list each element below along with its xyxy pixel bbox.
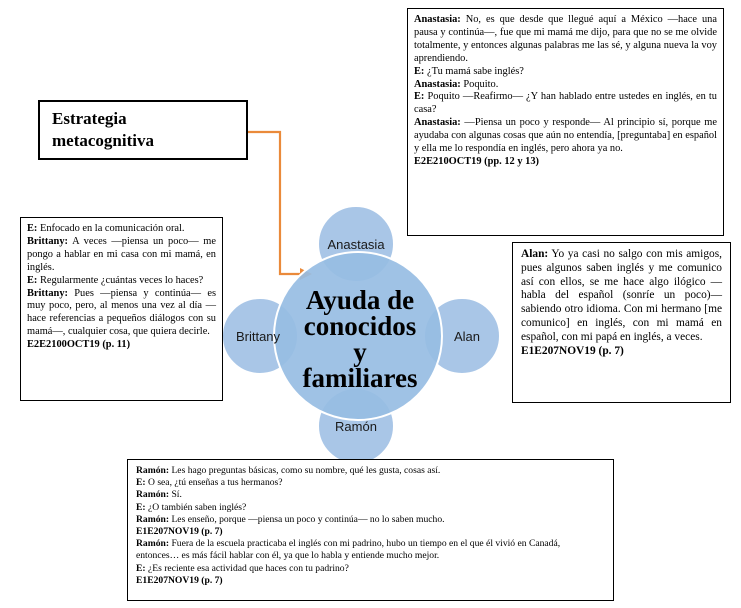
speaker: Ramón: xyxy=(136,465,170,476)
speaker: Ramón: xyxy=(136,513,170,525)
quote-line xyxy=(136,563,605,575)
quote-line xyxy=(27,275,216,288)
center-label-line3: y xyxy=(353,337,367,367)
quote-line xyxy=(27,236,216,275)
speaker: Ramón: xyxy=(136,538,170,550)
utterance: Poquito. xyxy=(460,78,499,90)
reference-code: E1E207NOV19 (p. 7) xyxy=(521,344,624,357)
speaker: Alan: xyxy=(521,248,549,260)
speaker: Ramón: xyxy=(136,489,170,501)
utterance: Regularmente ¿cuántas veces lo haces? xyxy=(37,274,204,286)
utterance: —Piensa un poco y responde— Al principio sí, porque me ayudaba con algunas cosas que aún no entendía, [preguntaba] en español y ella me lo respondía en inglés, pero ahora ya no. xyxy=(414,117,717,155)
quote-line xyxy=(136,514,605,526)
strategy-line1: Estrategia xyxy=(52,109,127,128)
ramon-quote-box xyxy=(127,459,614,601)
anastasia-quote-box xyxy=(407,8,724,236)
speaker: Brittany: xyxy=(27,235,68,247)
quote-line xyxy=(521,248,722,345)
utterance: Les hago preguntas básicas, como su nombre, qué les gusta, cosas así. xyxy=(169,465,441,476)
utterance: ¿Tu mamá sabe inglés? xyxy=(424,65,524,77)
quote-line xyxy=(414,117,717,156)
node-label-right: Alan xyxy=(453,329,481,344)
quote-line xyxy=(414,91,717,117)
utterance: Pues —piensa y continúa— es muy poco, pero, al menos una vez al día —hace referencias a pequeños diálogos con su mamá—, cualquier cosa, que quiera decirle. xyxy=(27,287,216,338)
speaker: E: xyxy=(414,65,425,77)
center-label-line2: conocidos xyxy=(303,311,417,341)
strategy-line2: metacognitiva xyxy=(52,131,154,150)
speaker: Brittany: xyxy=(27,287,68,299)
utterance: Sí. xyxy=(169,489,182,501)
speaker: E: xyxy=(136,501,146,513)
speaker: E: xyxy=(414,91,425,103)
utterance: Enfocado en la comunicación oral. xyxy=(37,223,185,234)
quote-line xyxy=(414,66,717,79)
quote-line xyxy=(414,14,717,66)
alan-quote-box xyxy=(512,242,731,403)
utterance: A veces —piensa un poco— me pongo a hablar en mi casa con mi mamá, en inglés. xyxy=(27,235,216,273)
quote-line xyxy=(136,526,605,538)
speaker: E: xyxy=(27,223,38,234)
speaker: E: xyxy=(136,477,146,489)
quote-line xyxy=(27,223,216,236)
speaker: Anastasia: xyxy=(414,117,461,129)
center-label-line4: familiares xyxy=(302,363,418,393)
utterance: ¿O también saben inglés? xyxy=(145,501,247,513)
quote-line xyxy=(136,477,605,489)
node-label-top: Anastasia xyxy=(327,237,385,252)
reference-code: E1E207NOV19 (p. 7) xyxy=(136,574,223,586)
brittany-quote-box xyxy=(20,217,223,401)
speaker: Anastasia: xyxy=(414,14,461,25)
utterance: No, es que desde que llegué aquí a México —hace una pausa y continúa—, fue que mi mamá me dijo, para que no se me olvide totalmente, y entonces algunas palabras me las sé, y alguna nueva la voy aprendiendo. xyxy=(414,14,717,64)
reference-code: E2E210OCT19 (pp. 12 y 13) xyxy=(414,155,539,167)
utterance: O sea, ¿tú enseñas a tus hermanos? xyxy=(145,477,283,489)
utterance: ¿Es reciente esa actividad que haces con tu padrino? xyxy=(145,562,349,574)
speaker: E: xyxy=(136,562,146,574)
quote-line xyxy=(136,502,605,514)
reference-code: E2E2100OCT19 (p. 11) xyxy=(27,339,131,351)
utterance: Les enseño, porque —piensa un poco y continúa— no lo saben mucho. xyxy=(169,513,445,525)
speaker: E1E207NOV19 (p. 7) xyxy=(136,526,223,538)
speaker: Anastasia: xyxy=(414,78,461,90)
connector-arrow-line xyxy=(248,132,300,274)
utterance: Yo ya casi no salgo con mis amigos, pues algunos saben inglés y me comunico así con ellos, se me hace algo ilógico —habla del español (sonríe un poco)— sabiendo otro idioma. Con mi hermano [me comunico] en inglés, con mi mamá en español, con mi papá en inglés, a veces. xyxy=(521,248,722,343)
strategy-box xyxy=(38,100,248,160)
speaker: E: xyxy=(27,274,38,286)
quote-line xyxy=(414,79,717,92)
node-label-bottom: Ramón xyxy=(335,419,377,434)
node-label-left: Brittany xyxy=(235,329,281,344)
quote-line xyxy=(136,465,605,477)
utterance: Fuera de la escuela practicaba el inglés con mi padrino, hubo un tiempo en el que él vivió en Canadá, entonces… es más fácil hablar con él, ya que lo habla y entiende mucho mejor. xyxy=(136,538,561,562)
utterance: Poquito —Reafirmo— ¿Y han hablado entre ustedes en inglés, en tu casa? xyxy=(414,91,717,116)
quote-line xyxy=(136,538,605,562)
quote-line xyxy=(27,288,216,340)
quote-line xyxy=(136,489,605,501)
center-label-line1: Ayuda de xyxy=(305,285,415,315)
